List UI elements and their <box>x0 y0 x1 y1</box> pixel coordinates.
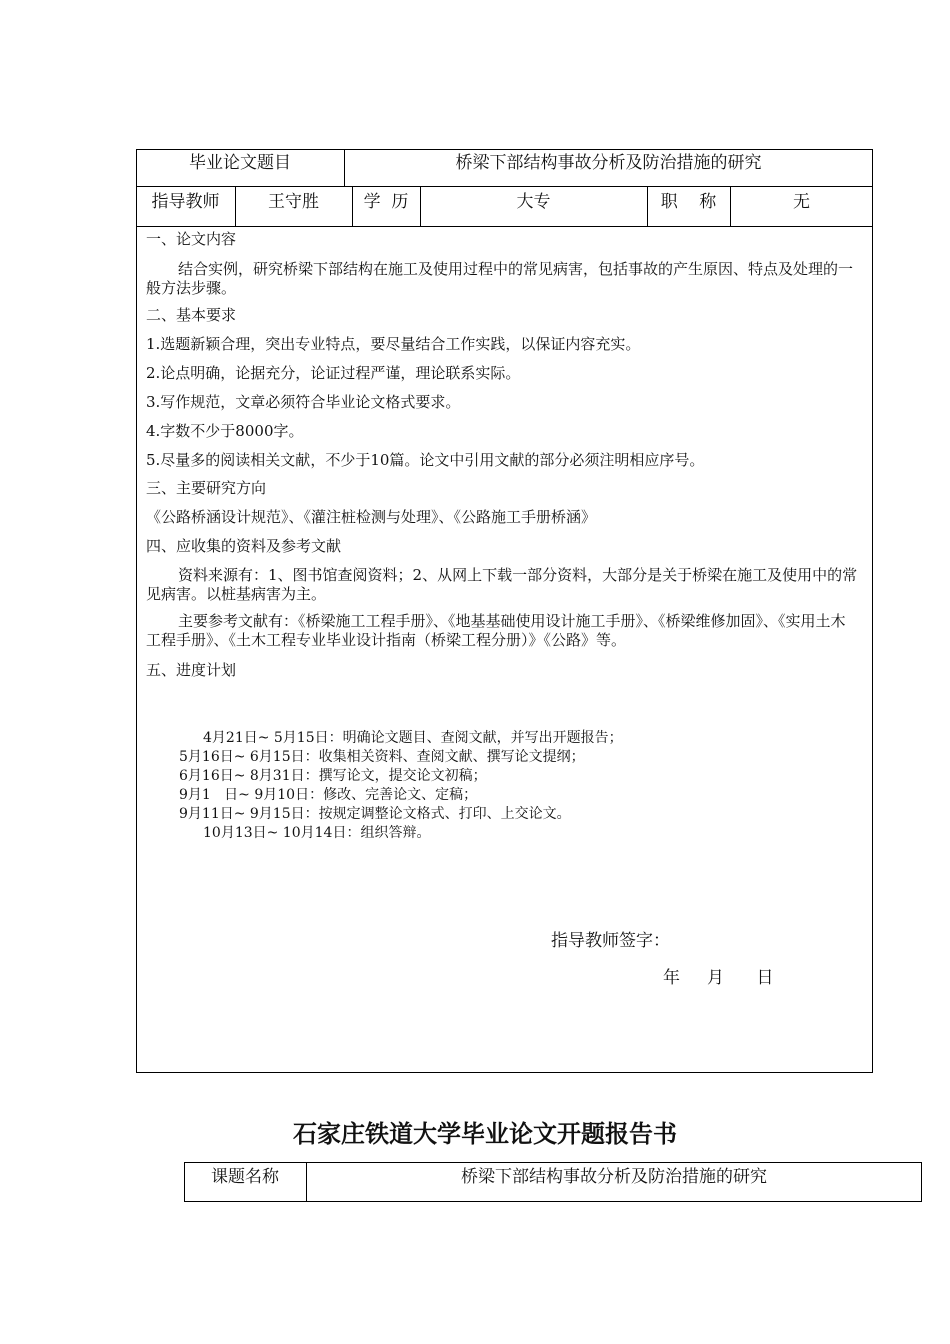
schedule-item: 6月16日~ 8月31日：撰写论文，提交论文初稿； <box>179 768 487 784</box>
section-heading: 二、基本要求 <box>146 306 237 324</box>
schedule-item: 9月1 日~ 9月10日：修改、完善论文、定稿； <box>179 787 478 803</box>
title-label: 职 称 <box>660 192 717 212</box>
schedule-item: 9月11日~ 9月15日：按规定调整论文格式、打印、上交论文。 <box>179 806 571 822</box>
section-paragraph: 主要参考文献有：《桥梁施工工程手册》、《地基基础使用设计施工手册》、《桥梁维修加固》、《实用土木工程手册》、《土木工程专业毕业设计指南（桥梁工程分册）》《公路》等。 <box>146 612 846 649</box>
requirement-item: 2.论点明确，论据充分，论证过程严谨，理论联系实际。 <box>146 364 521 382</box>
advisor-signature-label: 指导教师签字： <box>551 931 670 951</box>
requirement-item: 1.选题新颖合理，突出专业特点，要尽量结合工作实践，以保证内容充实。 <box>146 335 641 353</box>
topic-label: 毕业论文题目 <box>189 153 291 173</box>
advisor-label: 指导教师 <box>151 192 220 212</box>
requirement-item: 3.写作规范，文章必须符合毕业论文格式要求。 <box>146 393 461 411</box>
section-heading: 三、主要研究方向 <box>146 479 267 497</box>
section-paragraph: 结合实例，研究桥梁下部结构在施工及使用过程中的常见病害，包括事故的产生原因、特点及处理的一般方法步骤。 <box>146 260 854 297</box>
topic-value: 桥梁下部结构事故分析及防治措施的研究 <box>455 153 762 173</box>
education-value: 大专 <box>516 192 551 212</box>
schedule-item: 4月21日~ 5月15日：明确论文题目、查阅文献，并写出开题报告； <box>203 730 623 746</box>
section-heading: 一、论文内容 <box>146 230 237 248</box>
report-heading: 石家庄铁道大学毕业论文开题报告书 <box>293 1120 677 1148</box>
section-paragraph: 资料来源有：1、图书馆查阅资料；2、从网上下载一部分资料，大部分是关于桥梁在施工及使用中的常见病害。以桩基病害为主。 <box>146 566 858 603</box>
section-heading: 四、应收集的资料及参考文献 <box>146 537 342 555</box>
title-value: 无 <box>793 192 810 212</box>
requirement-item: 5.尽量多的阅读相关文献，不少于10篇。论文中引用文献的部分必须注明相应序号。 <box>146 451 705 469</box>
table-rule <box>136 226 873 227</box>
table-rule <box>136 186 873 187</box>
signature-date: 年 月 日 <box>663 968 774 988</box>
research-direction: 《公路桥涵设计规范》、《灌注桩检测与处理》、《公路施工手册桥涵》 <box>146 508 597 526</box>
schedule-item: 10月13日~ 10月14日：组织答辩。 <box>203 825 431 841</box>
requirement-item: 4.字数不少于8000字。 <box>146 422 304 440</box>
report-topic-label: 课题名称 <box>211 1167 279 1187</box>
report-topic-value: 桥梁下部结构事故分析及防治措施的研究 <box>461 1167 767 1187</box>
schedule-item: 5月16日~ 6月15日：收集相关资料、查阅文献、撰写论文提纲； <box>179 749 585 765</box>
advisor-value: 王守胜 <box>268 192 319 212</box>
section-heading: 五、进度计划 <box>146 661 237 679</box>
education-label: 学 历 <box>363 192 409 212</box>
